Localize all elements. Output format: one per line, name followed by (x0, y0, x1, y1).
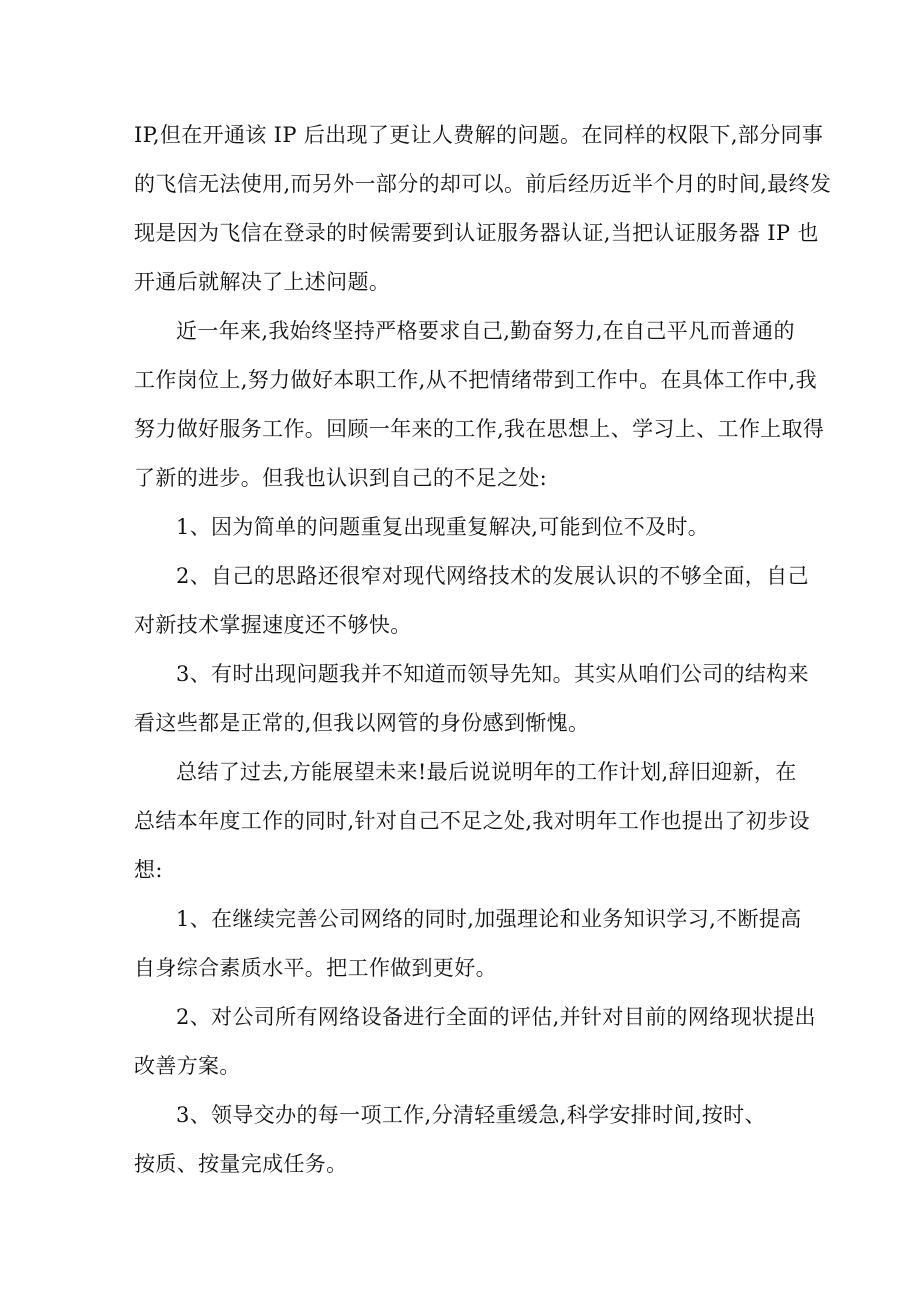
text-line: 了新的进步。但我也认识到自己的不足之处: (134, 466, 548, 490)
text-line: 总结本年度工作的同时,针对自己不足之处,我对明年工作也提出了初步设 (134, 809, 810, 833)
text-line: 的飞信无法使用,而另外一部分的却可以。前后经历近半个月的时间,最终发 (134, 172, 832, 196)
text-line: 开通后就解决了上述问题。 (134, 270, 391, 294)
text-line: 想: (134, 858, 163, 882)
text-line: 现是因为飞信在登录的时候需要到认证服务器认证,当把认证服务器 IP 也 (134, 221, 819, 245)
list-item: 1、在继续完善公司网络的同时,加强理论和业务知识学习,不断提高 (176, 907, 802, 931)
text-line: 近一年来,我始终坚持严格要求自己,勤奋努力,在自己平凡而普通的 (176, 319, 795, 343)
text-line: 改善方案。 (134, 1054, 241, 1078)
text-line: 按质、按量完成任务。 (134, 1152, 348, 1176)
text-line: 努力做好服务工作。回顾一年来的工作,我在思想上、学习上、工作上取得 (134, 417, 825, 441)
list-item: 2、自己的思路还很窄对现代网络技术的发展认识的不够全面，自己 (176, 564, 809, 588)
list-item: 2、对公司所有网络设备进行全面的评估,并针对目前的网络现状提出 (176, 1005, 816, 1029)
list-item: 1、因为简单的问题重复出现重复解决,可能到位不及时。 (176, 515, 710, 539)
text-line: 工作岗位上,努力做好本职工作,从不把情绪带到工作中。在具体工作中,我 (134, 368, 817, 392)
text-line: 对新技术掌握速度还不够快。 (134, 613, 412, 637)
text-line: IP,但在开通该 IP 后出现了更让人费解的问题。在同样的权限下,部分同事 (134, 123, 824, 147)
list-item: 3、领导交办的每一项工作,分清轻重缓急,科学安排时间,按时、 (176, 1103, 766, 1127)
list-item: 3、有时出现问题我并不知道而领导先知。其实从咱们公司的结构来 (176, 662, 809, 686)
text-line: 自身综合素质水平。把工作做到更好。 (134, 956, 497, 980)
text-line: 看这些都是正常的,但我以网管的身份感到惭愧。 (134, 711, 590, 735)
text-line: 总结了过去,方能展望未来!最后说说明年的工作计划,辞旧迎新，在 (176, 760, 797, 784)
